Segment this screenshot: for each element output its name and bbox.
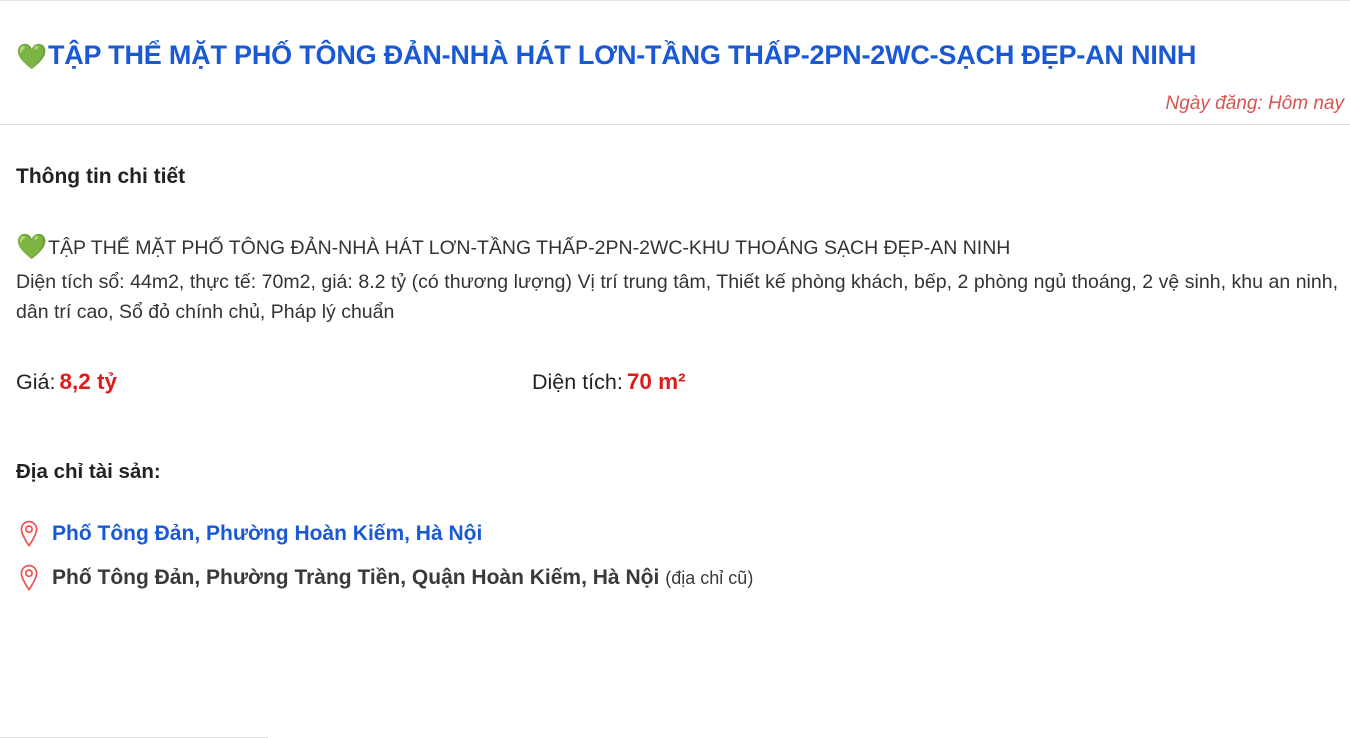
area-stat bbox=[532, 369, 686, 395]
price-label: Giá: bbox=[16, 370, 56, 395]
address-secondary-note: (địa chỉ cũ) bbox=[665, 567, 754, 588]
details-body bbox=[0, 206, 1350, 327]
listing-title-text: TẬP THỂ MẶT PHỐ TÔNG ĐẢN-NHÀ HÁT LƠN-TẦNG THẤP-2PN-2WC-SẠCH ĐẸP-AN NINH bbox=[47, 40, 1197, 71]
price-value: 8,2 tỷ bbox=[59, 369, 117, 395]
area-label: Diện tích: bbox=[532, 370, 623, 395]
price-stat bbox=[16, 369, 532, 395]
address-row-primary[interactable] bbox=[0, 504, 1350, 548]
stats-row bbox=[0, 327, 1350, 395]
details-highlight-line bbox=[16, 228, 1338, 267]
address-primary-text[interactable]: Phố Tông Đản, Phường Hoàn Kiếm, Hà Nội bbox=[52, 522, 483, 546]
map-pin-icon bbox=[18, 564, 40, 592]
posted-date: Ngày đăng: Hôm nay bbox=[1165, 93, 1344, 115]
header-divider bbox=[0, 124, 1350, 125]
top-divider bbox=[0, 0, 1350, 1]
address-heading: Địa chỉ tài sản: bbox=[16, 459, 161, 483]
page-title bbox=[0, 18, 1350, 75]
address-secondary-text: Phố Tông Đản, Phường Tràng Tiền, Quận Hoàn Kiếm, Hà Nội bbox=[52, 566, 660, 590]
details-section-heading: Thông tin chi tiết bbox=[16, 164, 186, 188]
details-description: Diện tích sổ: 44m2, thực tế: 70m2, giá: 8.2 tỷ (có thương lượng) Vị trí trung tâm, Thiết kế phòng khách, bếp, 2 phòng ngủ thoáng, 2 vệ sinh, khu an ninh, dân trí cao, Sổ đỏ chính chủ, Pháp lý chuẩn bbox=[16, 271, 1338, 324]
area-value: 70 m² bbox=[626, 369, 686, 395]
address-row-secondary[interactable] bbox=[0, 548, 1350, 592]
green-heart-icon: 💚 bbox=[16, 43, 47, 72]
map-pin-icon bbox=[18, 520, 40, 548]
details-highlight-text: TẬP THỂ MẶT PHỐ TÔNG ĐẢN-NHÀ HÁT LƠN-TẦNG THẤP-2PN-2WC-KHU THOÁNG SẠCH ĐẸP-AN NINH bbox=[48, 237, 1011, 260]
green-heart-icon: 💚 bbox=[16, 233, 48, 262]
